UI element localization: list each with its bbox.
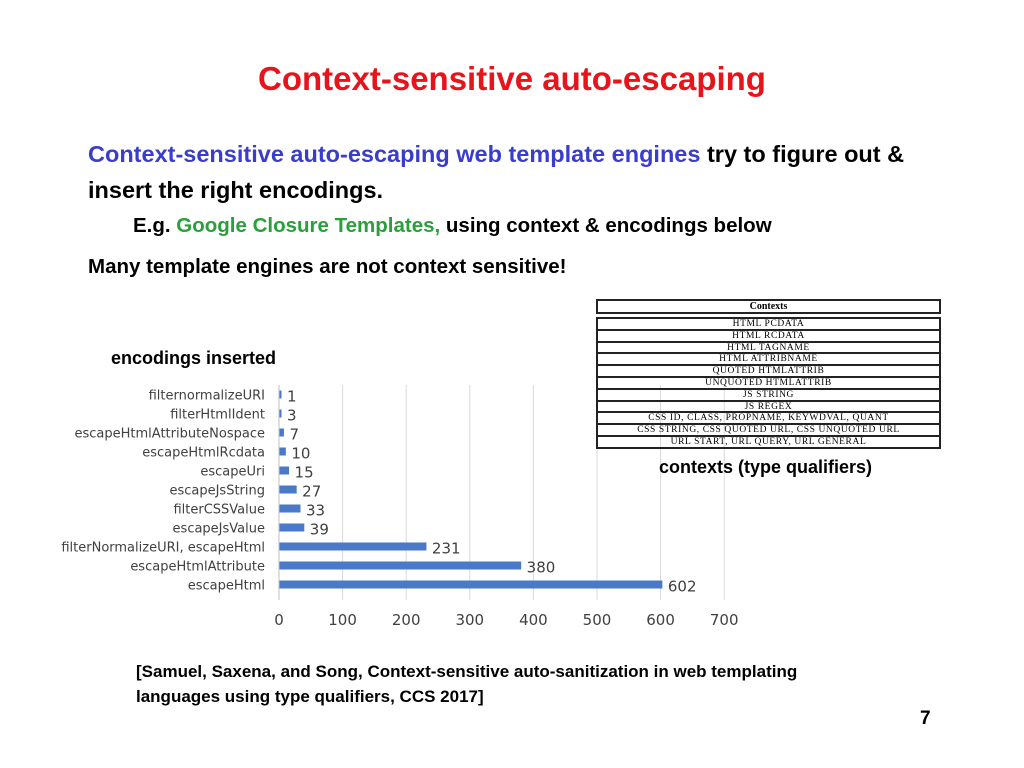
category-label: escapeUri [200, 464, 265, 480]
category-label: escapeHtmlRcdata [142, 445, 265, 461]
bar [280, 429, 284, 437]
contexts-table [596, 299, 941, 449]
category-label: filternormalizeURI [148, 388, 265, 404]
data-label: 1 [287, 387, 297, 406]
data-label: 33 [305, 501, 326, 520]
bar [280, 391, 282, 399]
category-label: escapeJsString [169, 483, 265, 499]
example-highlight: Google Closure Templates, [176, 214, 441, 237]
page-number: 7 [920, 708, 931, 729]
data-label: 231 [431, 539, 461, 558]
contexts-table-header: Contexts [596, 299, 941, 314]
category-label: escapeJsValue [172, 521, 265, 537]
data-label: 15 [294, 463, 314, 482]
context-row: HTML TAGNAME [598, 343, 939, 355]
x-tick-label: 400 [519, 611, 548, 629]
contexts-label: contexts (type qualifiers) [659, 457, 873, 477]
citation: [Samuel, Saxena, and Song, Context-sensitive auto-sanitization in web templating languages using type qualifiers, CCS 2017] [136, 662, 798, 706]
data-label: 27 [302, 482, 322, 501]
context-row: UNQUOTED HTMLATTRIB [598, 378, 939, 390]
x-tick-label: 0 [274, 611, 284, 629]
intro-rest: try to figure out & insert the right encodings. [88, 141, 905, 203]
example-prefix: E.g. [133, 214, 177, 237]
x-tick-label: 600 [646, 611, 675, 629]
context-row: HTML RCDATA [598, 331, 939, 343]
intro-paragraph [88, 136, 948, 208]
x-tick-label: 300 [455, 611, 485, 629]
category-label: escapeHtmlAttributeNospace [74, 426, 265, 442]
x-tick-label: 500 [582, 611, 612, 629]
contexts-table-body [596, 317, 941, 449]
category-label: filterCSSValue [173, 502, 265, 518]
category-label: escapeHtml [187, 578, 265, 594]
bar [280, 581, 663, 589]
context-row: JS STRING [598, 390, 939, 402]
bar [280, 467, 290, 475]
data-label: 10 [291, 444, 311, 463]
category-label: filterNormalizeURI, escapeHtml [61, 540, 265, 556]
context-row: HTML PCDATA [598, 319, 939, 331]
data-label: 3 [287, 406, 297, 425]
bar [280, 486, 297, 494]
x-tick-label: 700 [709, 611, 739, 629]
context-row: QUOTED HTMLATTRIB [598, 366, 939, 378]
intro-highlight: Context-sensitive auto-escaping web template engines [88, 141, 701, 167]
bar [280, 562, 522, 570]
context-row: JS REGEX [598, 402, 939, 414]
context-row: CSS ID, CLASS, PROPNAME, KEYWDVAL, QUANT [598, 413, 939, 425]
example-rest: using context & encodings below [440, 214, 772, 237]
bar [280, 410, 282, 418]
example-line [133, 214, 772, 238]
encodings-label: encodings inserted [111, 348, 277, 368]
category-label: escapeHtmlAttribute [130, 559, 265, 575]
bar [280, 448, 286, 456]
context-row: HTML ATTRIBNAME [598, 354, 939, 366]
data-label: 7 [289, 425, 299, 444]
slide-title: Context-sensitive auto-escaping [258, 60, 766, 97]
context-row: CSS STRING, CSS QUOTED URL, CSS UNQUOTED URL [598, 425, 939, 437]
data-label: 602 [667, 577, 697, 596]
x-tick-label: 200 [391, 611, 421, 629]
bar [280, 524, 305, 532]
bar [280, 505, 301, 513]
category-label: filterHtmlIdent [170, 407, 265, 423]
bar [280, 543, 427, 551]
x-tick-label: 100 [328, 611, 357, 629]
context-row: URL START, URL QUERY, URL GENERAL [598, 437, 939, 449]
data-label: 39 [309, 520, 329, 539]
many-engines-note: Many template engines are not context sensitive! [88, 255, 567, 278]
data-label: 380 [526, 558, 556, 577]
